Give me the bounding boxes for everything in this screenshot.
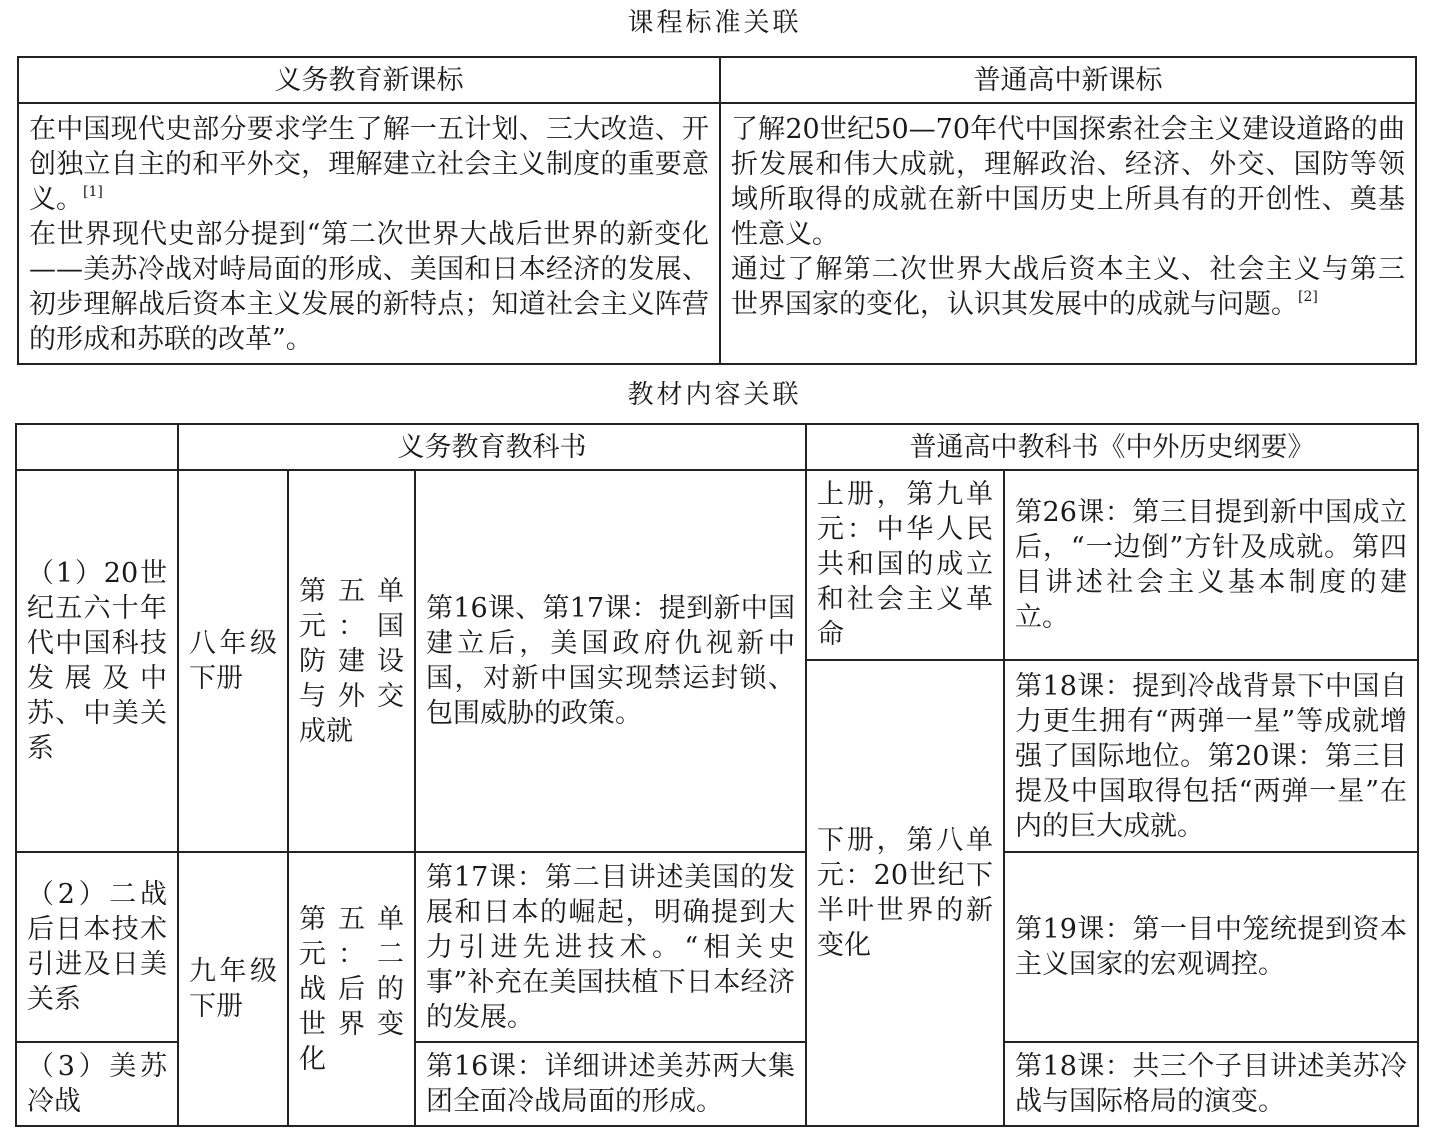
grade-9-cell: 九年级下册 [178,852,288,1126]
hs-volume-1-unit-9-cell: 上册，第九单元：中华人民共和国的成立和社会主义革命 [806,470,1004,660]
textbook-caption: 教材内容关联 [627,380,802,410]
topic-3-cell: （3）美苏冷战 [16,1042,178,1126]
hs-lesson-18-cold-war-cell: 第18课：共三个子目讲述美苏冷战与国际格局的演变。 [1004,1042,1418,1126]
lesson-16-cell: 第16课：详细讲述美苏两大集团全面冷战局面的形成。 [415,1042,806,1126]
footnote-ref-2: [2] [1298,289,1318,305]
high-school-standard-cell [720,103,1416,364]
compulsory-standard-cell [18,103,720,364]
compulsory-para1-text: 在中国现代史部分要求学生了解一五计划、三大改造、开创独立自主的和平外交，理解建立社会主义制度的重要意义。 [29,114,709,215]
table-header-row [18,57,1416,103]
high-school-standard-para1: 了解20世纪50—70年代中国探索社会主义建设道路的曲折发展和伟大成就，理解政治、经济、外交、国防等领域所取得的成就在新中国历史上所具有的开创性、奠基性意义。 [731,114,1405,250]
header-compulsory-textbook: 义务教育教科书 [178,424,806,470]
unit-5-grade-9-cell: 第五单元：二战后的世界变化 [288,852,415,1126]
hs-lesson-19-cell: 第19课：第一目中笼统提到资本主义国家的宏观调控。 [1004,852,1418,1042]
hs-volume-2-unit-8-cell: 下册，第八单元：20世纪下半叶世界的新变化 [806,660,1004,1126]
textbook-content-table [15,423,1419,1127]
high-school-para2-text: 通过了解第二次世界大战后资本主义、社会主义与第三世界国家的变化，认识其发展中的成就与问题。 [731,254,1405,320]
table-row [16,852,1418,1042]
header-compulsory-standard: 义务教育新课标 [18,57,720,103]
hs-lesson-18-20-cell: 第18课：提到冷战背景下中国自力更生拥有“两弹一星”等成就增强了国际地位。第20课：第三目提及中国取得包括“两弹一星”在内的巨大成就。 [1004,660,1418,852]
compulsory-standard-para2: 在世界现代史部分提到“第二次世界大战后世界的新变化——美苏冷战对峙局面的形成、美国和日本经济的发展、初步理解战后资本主义发展的新特点；知道社会主义阵营的形成和苏联的改革”。 [29,219,709,355]
header-topic-blank [16,424,178,470]
table-header-row [16,424,1418,470]
high-school-standard-para2 [731,252,1405,322]
table-row [16,470,1418,660]
topic-2-cell: （2）二战后日本技术引进及日美关系 [16,852,178,1042]
lesson-16-17-cell: 第16课、第17课：提到新中国建立后，美国政府仇视新中国，对新中国实现禁运封锁、包围威胁的政策。 [415,470,806,852]
lesson-17-cell: 第17课：第二目讲述美国的发展和日本的崛起，明确提到大力引进先进技术。“相关史事”补充在美国扶植下日本经济的发展。 [415,852,806,1042]
grade-8-cell: 八年级下册 [178,470,288,852]
curriculum-caption: 课程标准关联 [627,8,802,38]
header-high-school-textbook: 普通高中教科书《中外历史纲要》 [806,424,1418,470]
curriculum-standards-table [17,56,1417,365]
table-row [18,103,1416,364]
footnote-ref-1: [1] [83,184,103,200]
compulsory-standard-para1 [29,112,709,217]
topic-1-cell: （1）20世纪五六十年代中国科技发展及中苏、中美关系 [16,470,178,852]
hs-lesson-26-cell: 第26课：第三目提到新中国成立后，“一边倒”方针及成就。第四目讲述社会主义基本制度的建立。 [1004,470,1418,660]
unit-5-grade-8-cell: 第五单元：国防建设与外交成就 [288,470,415,852]
header-high-school-standard: 普通高中新课标 [720,57,1416,103]
